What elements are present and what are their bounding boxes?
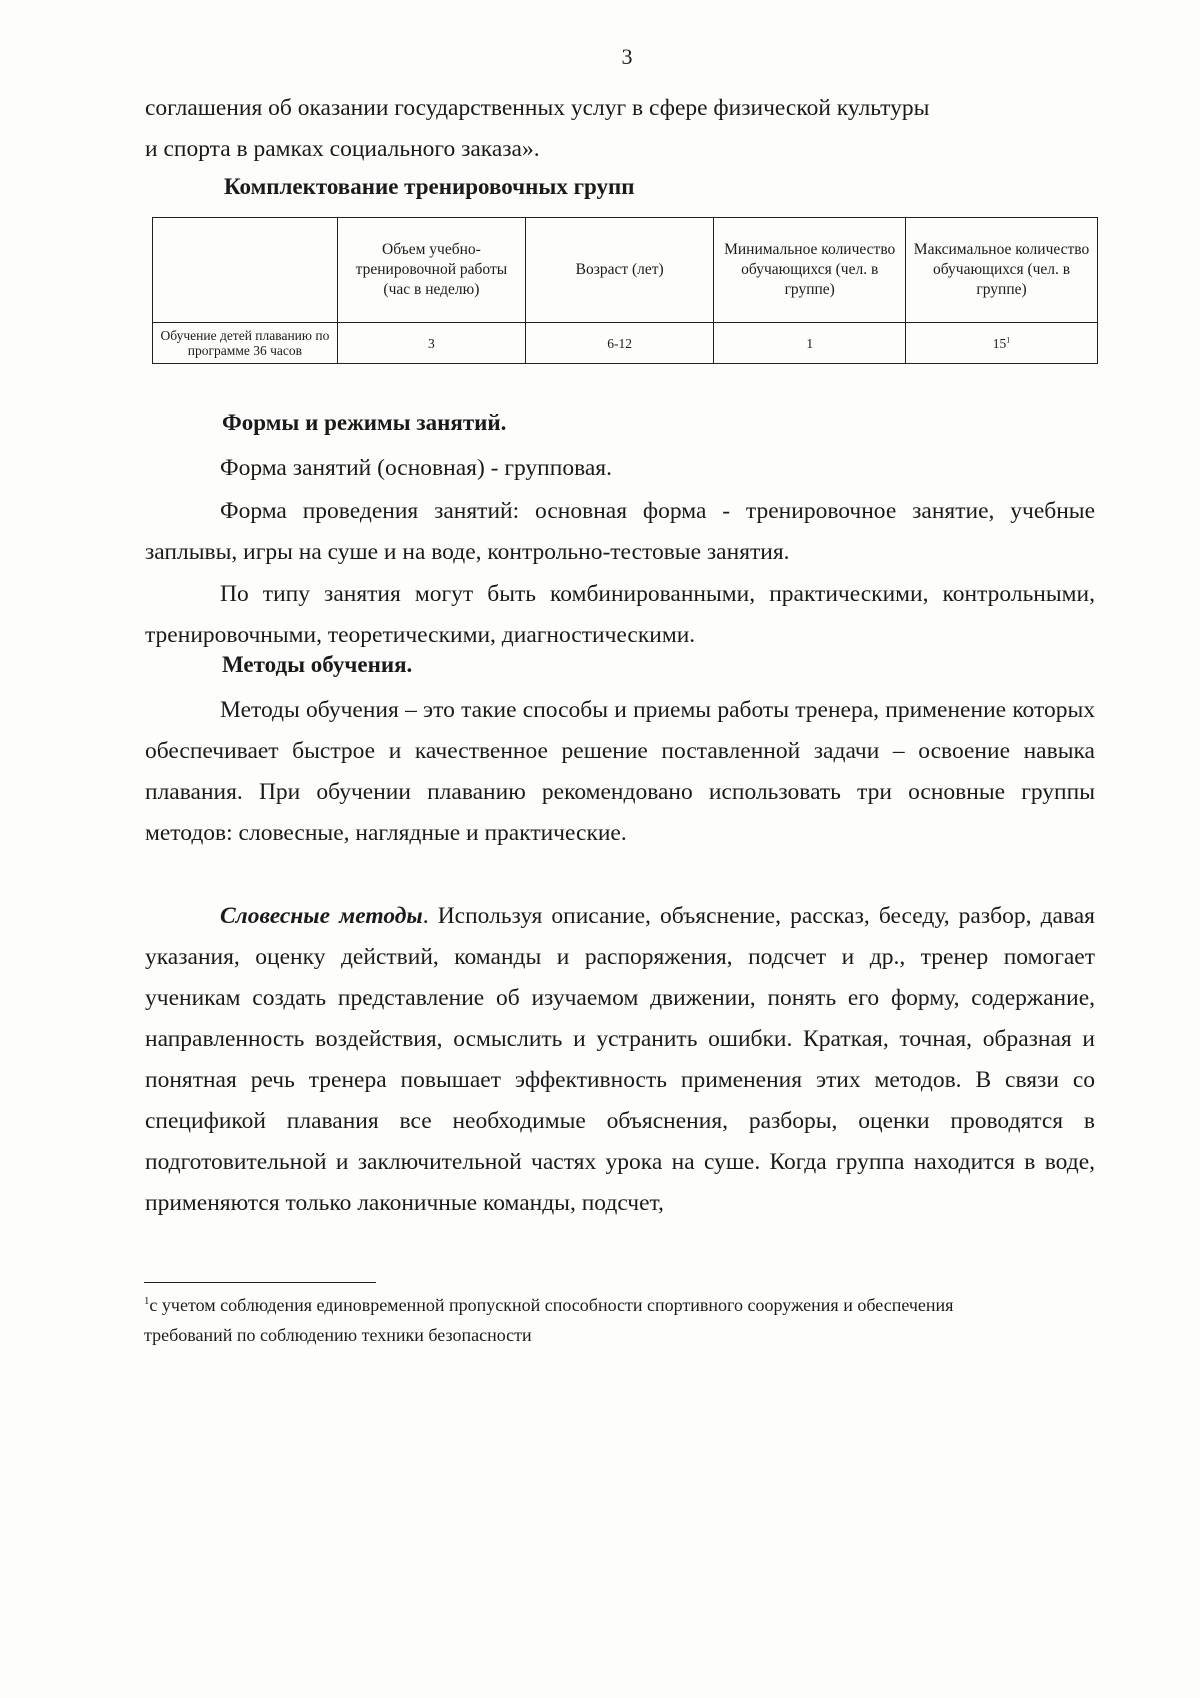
methods-paragraph: Методы обучения – это такие способы и приемы работы тренера, применение которых обеспечивает быстрое и качественное решение поставленной задачи – освоение навыка плавания. При обучении плаванию рекомендовано использовать три основные группы методов: словесные, наглядные и практические. [145, 697, 1095, 846]
footnote-divider [144, 1282, 376, 1283]
continuation-line-1: соглашения об оказании государственных услуг в сфере физической культуры [145, 95, 930, 121]
footnote [144, 1290, 1044, 1350]
methods-heading: Методы обучения. [222, 652, 413, 677]
forms-paragraph-1: Форма занятий (основная) - групповая. [220, 455, 612, 481]
continuation-line-2: и спорта в рамках социального заказа». [145, 136, 540, 162]
verbal-methods-paragraph [145, 896, 1095, 1224]
table-header-row [153, 218, 1098, 323]
page-number: 3 [621, 44, 633, 69]
table-heading: Комплектование тренировочных групп [224, 174, 635, 199]
verbal-methods-lead: Словесные методы [220, 903, 423, 929]
cell-max-value: 15 [992, 335, 1007, 351]
training-groups-table [152, 217, 1098, 364]
cell-hours: 3 [337, 323, 525, 364]
continuation-paragraph [145, 88, 1095, 170]
cell-max [906, 323, 1098, 364]
table-row [153, 323, 1098, 364]
footnote-ref: 1 [1006, 335, 1011, 344]
header-hours: Объем учебно-тренировочной работы (час в неделю) [337, 218, 525, 323]
cell-age: 6-12 [525, 323, 713, 364]
header-empty [153, 218, 338, 323]
footnote-text: с учетом соблюдения единовременной пропускной способности спортивного сооружения и обеспечения требований по соблюдению техники безопасности [144, 1295, 954, 1345]
header-max: Максимальное количество обучающихся (чел. в группе) [906, 218, 1098, 323]
cell-program: Обучение детей плаванию по программе 36 часов [153, 323, 338, 364]
verbal-methods-text: . Используя описание, объяснение, рассказ, беседу, разбор, давая указания, оценку действий, команды и распоряжения, подсчет и др., тренер помогает ученикам создать представление об изучаемом движении, понять его форму, содержание, направленность воздействия, осмыслить и устранить ошибки. Краткая, точная, образная и понятная речь тренера повышает эффективность применения этих методов. В связи со спецификой плавания все необходимые объяснения, разборы, оценки проводятся в подготовительной и заключительной частях урока на суше. Когда группа находится в воде, применяются только лаконичные команды, подсчет, [145, 903, 1095, 1216]
forms-paragraph-3: По типу занятия могут быть комбинированными, практическими, контрольными, тренировочными, теоретическими, диагностическими. [145, 581, 1095, 648]
header-min: Минимальное количество обучающихся (чел. в группе) [714, 218, 906, 323]
header-age: Возраст (лет) [525, 218, 713, 323]
forms-paragraph-2: Форма проведения занятий: основная форма - тренировочное занятие, учебные заплывы, игры на суше и на воде, контрольно-тестовые занятия. [145, 498, 1095, 565]
forms-heading: Формы и режимы занятий. [222, 410, 507, 435]
cell-min: 1 [714, 323, 906, 364]
footnote-mark: 1 [144, 1295, 150, 1307]
